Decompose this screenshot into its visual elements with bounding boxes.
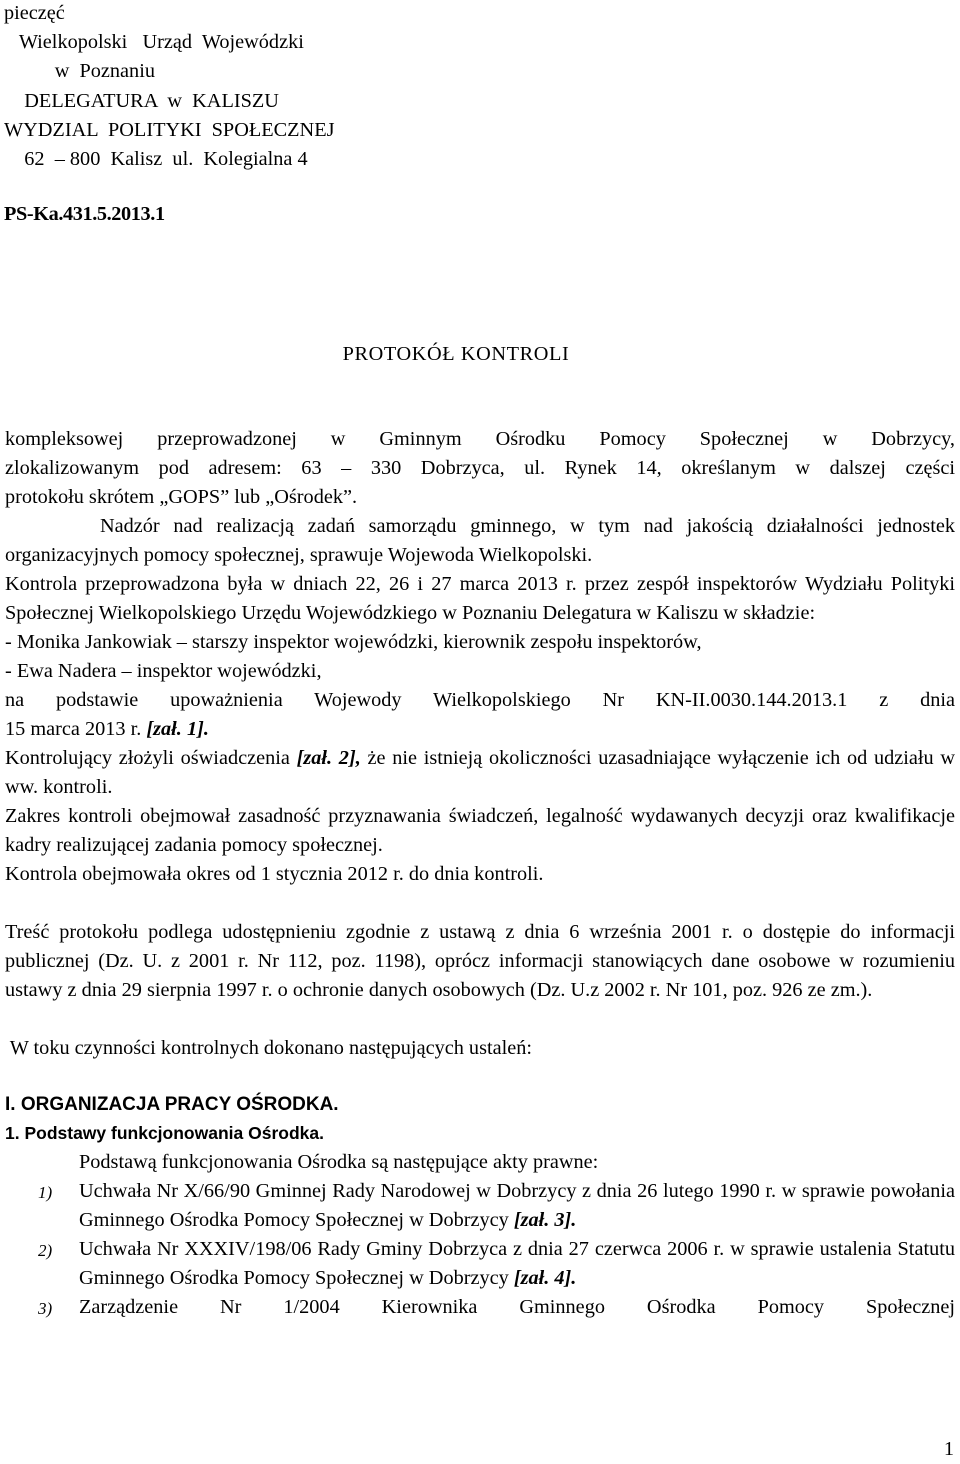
legal-act-text: Uchwała Nr X/66/90 Gminnej Rady Narodowej w Dobrzycy z dnia 26 lutego 1990 r. w sprawie powołania Gminnego Ośrodka Pomocy Społecznej w Dobrzycy <box>79 1180 955 1231</box>
list-marker: 2) <box>38 1241 53 1260</box>
inspection-paragraph: Kontrola przeprowadzona była w dniach 22, 26 i 27 marca 2013 r. przez zespół inspektorów Wydziału Polityki Społecznej Wielkopolskiego Urzędu Wojewódzkiego w Poznaniu Delegatura w Kaliszu w składzie: <box>5 573 955 624</box>
authorization-date: 15 marca 2013 r. <box>5 718 147 740</box>
findings-intro: W toku czynności kontrolnych dokonano następujących ustaleń: <box>5 1037 533 1059</box>
document-title-text: PROTOKÓŁ KONTROLI <box>342 343 570 365</box>
office-city: w Poznaniu <box>4 60 155 83</box>
issuer-header <box>4 0 504 174</box>
office-address: 62 – 800 Kalisz ul. Kolegialna 4 <box>4 148 308 171</box>
declaration-post: że nie istnieją okoliczności uzasadniające wyłączenie ich od udziału w ww. kontroli. <box>5 747 956 798</box>
legal-basis-intro: Podstawą funkcjonowania Ośrodka są następujące akty prawne: <box>79 1151 599 1173</box>
delegation-name: DELEGATURA w KALISZU <box>4 89 279 112</box>
scope-paragraph: Zakres kontroli obejmował zasadność przyznawania świadczeń, legalność wydawanych decyzji oraz kwalifikacje kadry realizującej zadania pomocy społecznej. <box>5 805 955 856</box>
legal-act-text: Uchwała Nr XXXIV/198/06 Rady Gminy Dobrzyca z dnia 27 czerwca 2006 r. w sprawie ustalenia Statutu Gminnego Ośrodka Pomocy Społecznej w Dobrzycy <box>79 1238 955 1289</box>
case-signature: PS-Ka.431.5.2013.1 <box>4 203 165 225</box>
legal-act-item <box>5 1293 955 1322</box>
spacer <box>5 1005 955 1034</box>
supervision-paragraph: Nadzór nad realizacją zadań samorządu gminnego, w tym nad jakością działalności jednostek organizacyjnych pomocy społecznej, sprawuje Wojewoda Wielkopolski. <box>5 515 955 566</box>
authorization-line-1: na podstawie upoważnienia Wojewody Wielkopolskiego Nr KN-II.0030.144.2013.1 z dnia <box>5 689 955 711</box>
section-heading: I. ORGANIZACJA PRACY OŚRODKA. <box>5 1094 339 1115</box>
attachment-ref-2: [zał. 2], <box>296 747 361 769</box>
document-title <box>0 340 960 369</box>
department-name: WYDZIAL POLITYKI SPOŁECZNEJ <box>4 118 335 141</box>
intro-line-1: kompleksowej przeprowadzonej w Gminnym Ośrodku Pomocy Społecznej w Dobrzycy, <box>5 428 955 450</box>
spacer <box>5 889 955 918</box>
period-paragraph: Kontrola obejmowała okres od 1 stycznia 2012 r. do dnia kontroli. <box>5 863 544 885</box>
attachment-ref-3: [zał. 3]. <box>513 1209 577 1231</box>
authorization-line-2 <box>5 715 955 744</box>
attachment-ref-1: [zał. 1]. <box>146 718 209 740</box>
stamp-label: pieczęć <box>4 2 65 24</box>
subsection-heading: 1. Podstawy funkcjonowania Ośrodka. <box>5 1123 324 1143</box>
legal-act-text: Zarządzenie Nr 1/2004 Kierownika Gminnego Ośrodka Pomocy Społecznej <box>79 1296 955 1318</box>
legal-act-item <box>5 1177 955 1235</box>
attachment-ref-4: [zał. 4]. <box>513 1267 577 1289</box>
team-member-1: - Monika Jankowiak – starszy inspektor wojewódzki, kierownik zespołu inspektorów, <box>5 631 702 653</box>
intro-line-2: zlokalizowanym pod adresem: 63 – 330 Dobrzyca, ul. Rynek 14, określanym w dalszej części <box>5 457 955 479</box>
legal-act-item <box>5 1235 955 1293</box>
spacer <box>5 1063 955 1090</box>
declaration-pre: Kontrolujący złożyli oświadczenia <box>5 747 297 769</box>
list-marker: 3) <box>38 1299 53 1318</box>
intro-line-3: protokołu skrótem „GOPS” lub „Ośrodek”. <box>5 486 358 508</box>
disclosure-paragraph: Treść protokołu podlega udostępnieniu zgodnie z ustawą z dnia 6 września 2001 r. o dostępie do informacji publicznej (Dz. U. z 2001 r. Nr 112, poz. 1198), oprócz informacji stanowiących dane osobowe w rozumieniu ustawy z dnia 29 sierpnia 1997 r. o ochronie danych osobowych (Dz. U.z 2002 r. Nr 101, poz. 926 ze zm.). <box>5 921 955 1001</box>
office-name: Wielkopolski Urząd Wojewódzki <box>4 31 304 54</box>
page-number: 1 <box>943 1438 954 1460</box>
team-member-2: - Ewa Nadera – inspektor wojewódzki, <box>5 660 322 682</box>
document-body <box>5 425 955 1322</box>
list-marker: 1) <box>38 1183 53 1202</box>
declaration-paragraph <box>5 744 955 802</box>
